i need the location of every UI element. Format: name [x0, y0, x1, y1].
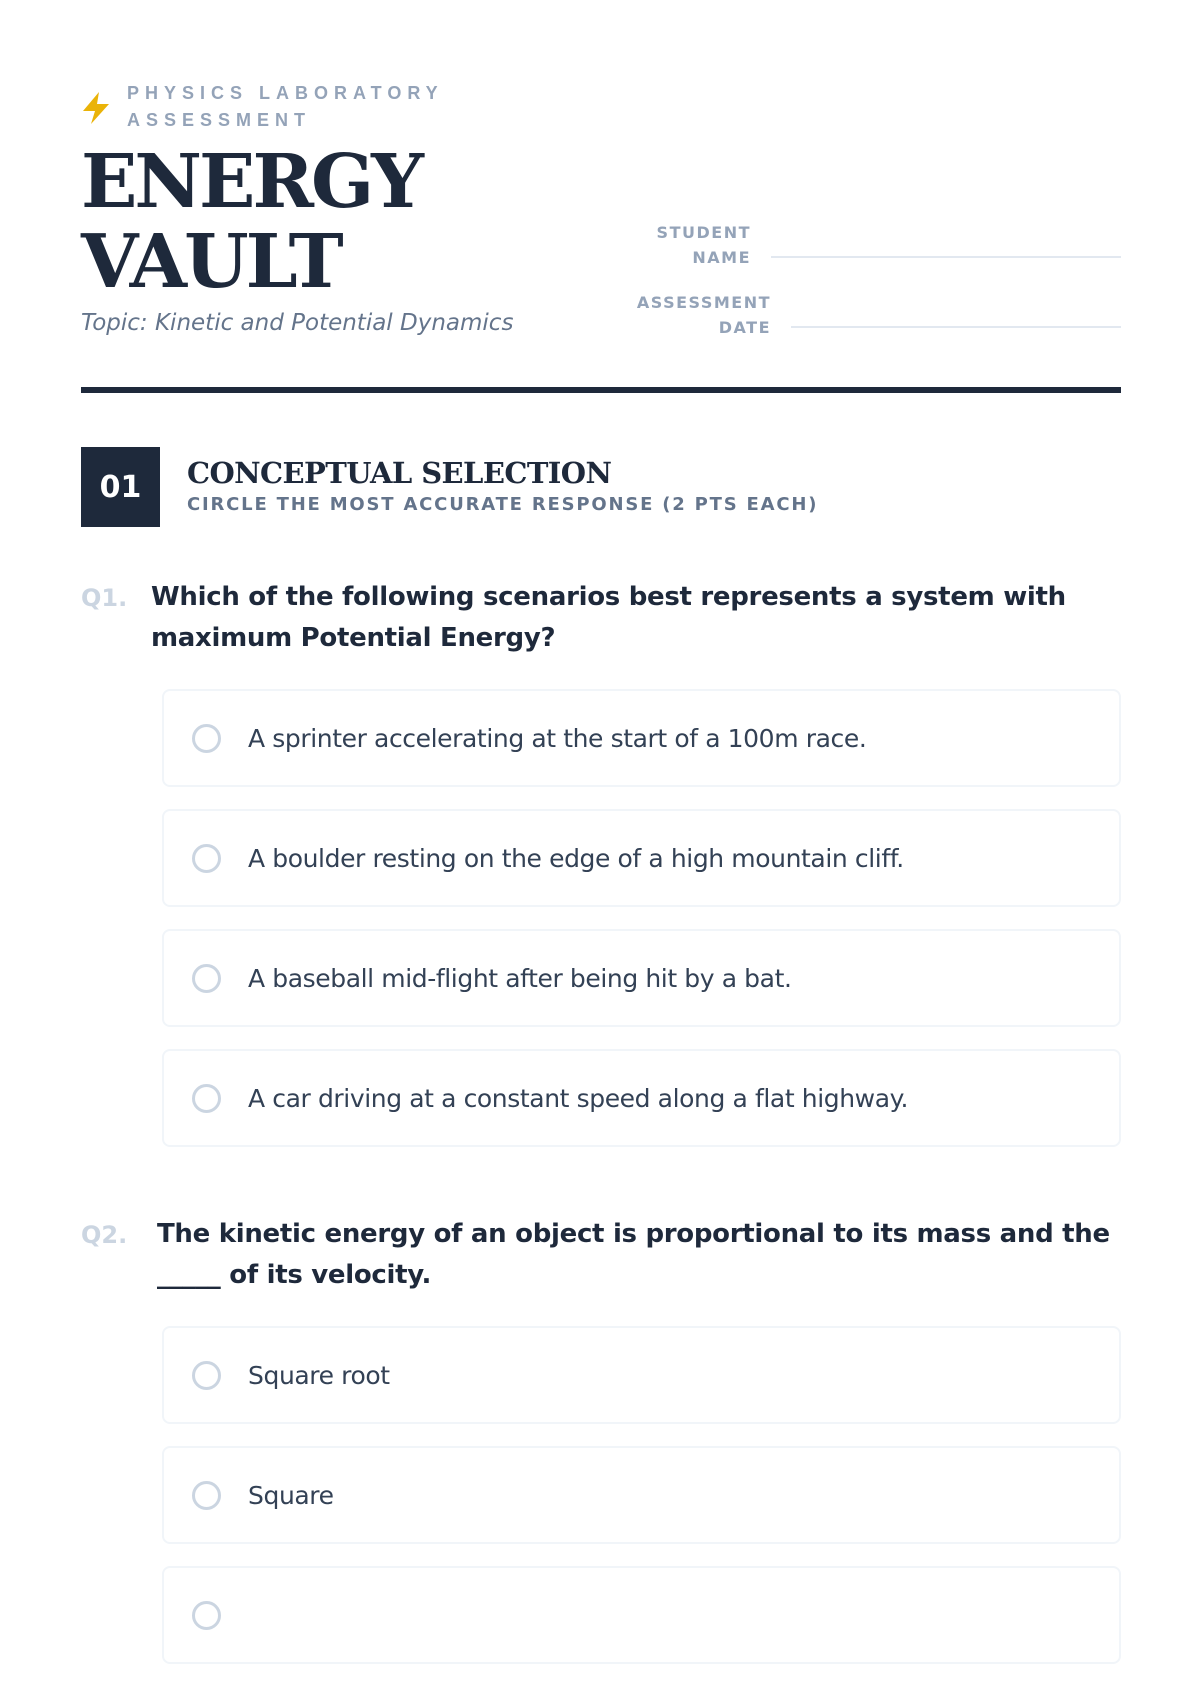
question-2 — [81, 1214, 1121, 1686]
radio-circle-icon[interactable] — [192, 1084, 221, 1113]
section-instructions: CIRCLE THE MOST ACCURATE RESPONSE (2 PTS EACH) — [187, 493, 819, 515]
question-number: Q2. — [81, 1221, 128, 1249]
question-text: Which of the following scenarios best represents a system with maximum Potential Energy? — [151, 582, 1066, 653]
student-name-label: STUDENT NAME — [656, 223, 751, 267]
radio-circle-icon[interactable] — [192, 1481, 221, 1510]
radio-circle-icon[interactable] — [192, 1361, 221, 1390]
lightning-bolt-icon — [81, 90, 111, 126]
header-divider — [81, 387, 1121, 393]
assessment-date-field — [631, 290, 1121, 340]
section-title: CONCEPTUAL SELECTION — [187, 455, 612, 490]
answer-options — [162, 689, 1121, 1147]
topic-subtitle: Topic: Kinetic and Potential Dynamics — [81, 310, 514, 336]
option-text: A car driving at a constant speed along a flat highway. — [248, 1083, 909, 1113]
student-name-input-line[interactable] — [771, 256, 1121, 258]
radio-circle-icon[interactable] — [192, 1601, 221, 1630]
answer-option[interactable] — [162, 1049, 1121, 1147]
option-text: A sprinter accelerating at the start of a 100m race. — [248, 723, 867, 753]
answer-option[interactable] — [162, 1326, 1121, 1424]
kicker-label: PHYSICS LABORATORY ASSESSMENT — [127, 83, 444, 130]
answer-option[interactable] — [162, 1446, 1121, 1544]
option-text: Square root — [248, 1360, 390, 1390]
question-number: Q1. — [81, 584, 128, 612]
header-kicker — [81, 80, 487, 134]
page-title: ENERGY VAULT — [81, 139, 421, 305]
assessment-date-label: ASSESSMENT DATE — [636, 293, 771, 337]
answer-options — [162, 1326, 1121, 1664]
student-name-field — [631, 220, 1121, 270]
answer-option[interactable] — [162, 689, 1121, 787]
student-info-fields — [631, 220, 1121, 360]
answer-option[interactable] — [162, 1566, 1121, 1664]
answer-option[interactable] — [162, 809, 1121, 907]
worksheet-page — [81, 0, 1121, 1600]
question-1 — [81, 577, 1121, 1169]
option-text: A baseball mid-flight after being hit by a bat. — [248, 963, 792, 993]
question-text: The kinetic energy of an object is proportional to its mass and the _____ of its velocity. — [157, 1219, 1110, 1290]
section-number-badge: 01 — [81, 447, 160, 527]
option-text: Square — [248, 1480, 334, 1510]
radio-circle-icon[interactable] — [192, 964, 221, 993]
assessment-date-input-line[interactable] — [791, 326, 1121, 328]
section-header — [81, 447, 818, 527]
radio-circle-icon[interactable] — [192, 844, 221, 873]
option-text: A boulder resting on the edge of a high mountain cliff. — [248, 843, 904, 873]
radio-circle-icon[interactable] — [192, 724, 221, 753]
answer-option[interactable] — [162, 929, 1121, 1027]
